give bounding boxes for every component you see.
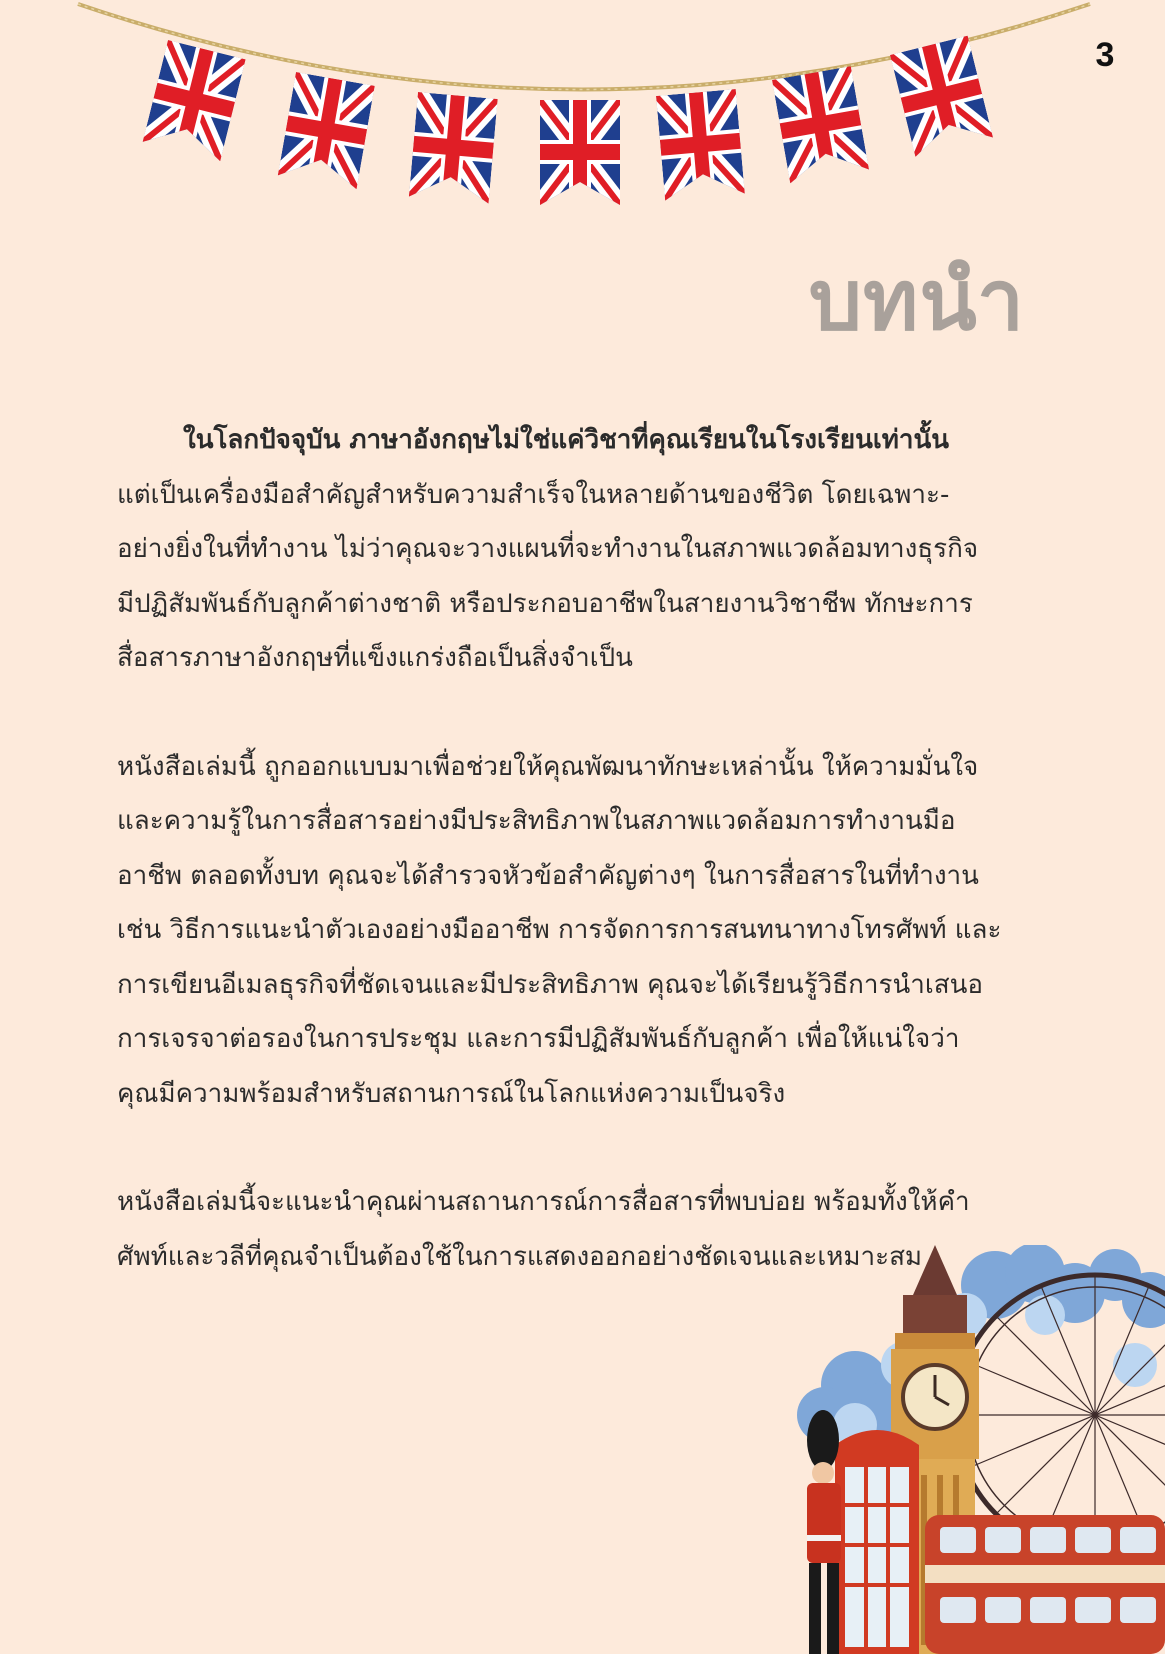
- text-line: การเขียนอีเมลธุรกิจที่ชัดเจนและมีประสิทธิภาพ คุณจะได้เรียนรู้วิธีการนำเสนอ: [117, 969, 983, 1000]
- lead-sentence: ในโลกปัจจุบัน ภาษาอังกฤษไม่ใช่แค่วิชาที่คุณเรียนในโรงเรียนเท่านั้น: [183, 425, 950, 455]
- text-line: เช่น วิธีการแนะนำตัวเองอย่างมืออาชีพ การจัดการการสนทนาทางโทรศัพท์ และ: [117, 915, 1002, 945]
- text-line: และความรู้ในการสื่อสารอย่างมีประสิทธิภาพในสภาพแวดล้อมการทำงานมือ: [117, 806, 956, 836]
- flag-icon: [890, 36, 993, 157]
- text-line: แต่เป็นเครื่องมือสำคัญสำหรับความสำเร็จในหลายด้านของชีวิต โดยเฉพาะ-: [117, 479, 950, 510]
- text-line: คุณมีความพร้อมสำหรับสถานการณ์ในโลกแห่งความเป็นจริง: [117, 1078, 786, 1109]
- paragraph-intro: [117, 413, 1057, 686]
- body-text: [117, 413, 1057, 1338]
- royal-guard-icon: [807, 1410, 841, 1654]
- union-jack-bunting: [0, 0, 1165, 240]
- text-line: อาชีพ ตลอดทั้งบท คุณจะได้สำรวจหัวข้อสำคัญต่างๆ ในการสื่อสารในที่ทำงาน: [117, 860, 979, 891]
- text-line: อย่างยิ่งในที่ทำงาน ไม่ว่าคุณจะวางแผนที่จะทำงานในสภาพแวดล้อมทางธุรกิจ: [117, 534, 979, 564]
- flag-icon: [409, 92, 498, 204]
- text-line: ศัพท์และวลีที่คุณจำเป็นต้องใช้ในการแสดงออกอย่างชัดเจนและเหมาะสม: [117, 1241, 923, 1272]
- flag-icon: [143, 40, 246, 161]
- text-line: สื่อสารภาษาอังกฤษที่แข็งแกร่งถือเป็นสิ่งจำเป็น: [117, 643, 633, 673]
- london-landmarks-illustration: [795, 1245, 1165, 1654]
- text-line: มีปฏิสัมพันธ์กับลูกค้าต่างชาติ หรือประกอบอาชีพในสายงานวิชาชีพ ทักษะการ: [117, 588, 973, 619]
- page-title: บทนำ: [808, 251, 1025, 349]
- flag-icon: [656, 89, 745, 201]
- flag-icon: [772, 66, 869, 183]
- text-line: หนังสือเล่มนี้ ถูกออกแบบมาเพื่อช่วยให้คุณพัฒนาทักษะเหล่านั้น ให้ความมั่นใจ: [117, 751, 979, 782]
- flag-icon: [278, 72, 375, 189]
- double-decker-bus-icon: [925, 1515, 1165, 1654]
- flag-icon: [540, 100, 620, 205]
- text-line: หนังสือเล่มนี้จะแนะนำคุณผ่านสถานการณ์การสื่อสารที่พบบ่อย พร้อมทั้งให้คำ: [117, 1187, 970, 1217]
- phone-box-icon: [835, 1430, 919, 1654]
- text-line: การเจรจาต่อรองในการประชุม และการมีปฏิสัมพันธ์กับลูกค้า เพื่อให้แน่ใจว่า: [117, 1024, 960, 1054]
- page-number: 3: [1095, 36, 1115, 74]
- paragraph-book-purpose: [117, 740, 1057, 1122]
